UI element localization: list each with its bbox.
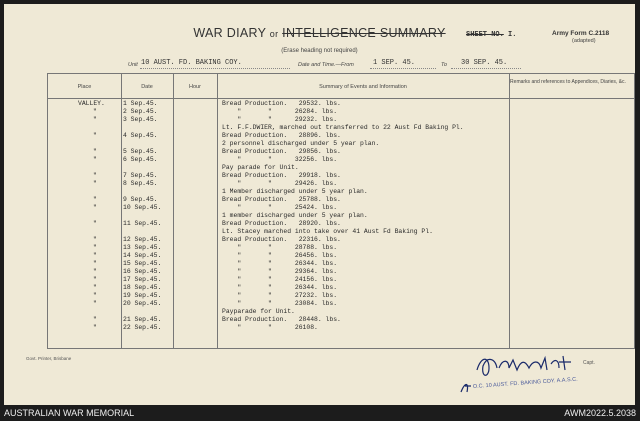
row-event: Bread Production. 29532. lbs. — [222, 100, 341, 107]
row-date: 20 Sep.45. — [123, 300, 162, 307]
row-place: " — [93, 172, 97, 179]
unit-label: Unit — [128, 62, 138, 68]
row-place: " — [93, 244, 97, 251]
row-date: 8 Sep.45. — [123, 180, 158, 187]
row-event: " " 23084. lbs. — [222, 300, 338, 307]
date-to: 30 SEP. 45. — [461, 59, 508, 67]
row-place: " — [93, 116, 97, 123]
unit-value: 10 AUST. FD. BAKING COY. — [141, 59, 242, 67]
unit-stamp: O.C. 10 AUST. FD. BAKING COY. A.A.S.C. — [472, 376, 578, 390]
row-place: " — [93, 132, 97, 139]
row-event: " " 29426. lbs. — [222, 180, 338, 187]
row-event: Bread Production. 22316. lbs. — [222, 236, 341, 243]
row-event: Bread Production. 25788. lbs. — [222, 196, 341, 203]
column-hour: Hour — [189, 84, 201, 90]
to-label: To — [441, 62, 447, 68]
row-date: 4 Sep.45. — [123, 132, 158, 139]
row-date: 15 Sep.45. — [123, 260, 162, 267]
row-place: " — [93, 156, 97, 163]
row-place: " — [93, 276, 97, 283]
row-event: Lt. F.F.DWIER, marched out transferred to 22 Aust Fd Baking Pl. — [222, 124, 464, 131]
row-place: " — [93, 252, 97, 259]
capt-label: Capt. — [583, 360, 595, 366]
row-event: " " 29232. lbs. — [222, 116, 338, 123]
row-place: " — [93, 148, 97, 155]
form-subtitle: (Erase heading not required) — [281, 48, 358, 54]
row-date: 18 Sep.45. — [123, 284, 162, 291]
adapted-note: (adapted) — [572, 38, 596, 44]
row-date: 6 Sep.45. — [123, 156, 158, 163]
row-event: Bread Production. 28896. lbs. — [222, 132, 341, 139]
row-date: 13 Sep.45. — [123, 244, 162, 251]
row-place: " — [93, 196, 97, 203]
row-event: " " 27232. lbs. — [222, 292, 338, 299]
row-date: 9 Sep.45. — [123, 196, 158, 203]
row-place: " — [93, 284, 97, 291]
row-place: " — [93, 108, 97, 115]
footer-credit: AUSTRALIAN WAR MEMORIAL — [4, 408, 135, 418]
row-event: " " 26108. — [222, 324, 318, 331]
row-place: " — [93, 316, 97, 323]
form-title: WAR DIARY or INTELLIGENCE SUMMARY — [193, 26, 446, 40]
row-event: 1 Member discharged under 5 year plan. — [222, 188, 368, 195]
row-event: " " 32256. lbs. — [222, 156, 338, 163]
row-event: Bread Production. 29856. lbs. — [222, 148, 341, 155]
row-event: " " 26344. lbs. — [222, 260, 338, 267]
row-event: Bread Production. 29918. lbs. — [222, 172, 341, 179]
row-event: 2 personnel discharged under 5 year plan. — [222, 140, 380, 147]
printer-imprint: Govt. Printer, Brisbane — [26, 356, 72, 361]
army-form-number: Army Form C.2118 — [552, 30, 610, 37]
row-date: 2 Sep.45. — [123, 108, 158, 115]
column-place: Place — [77, 84, 92, 90]
row-event: " " 25424. lbs. — [222, 204, 338, 211]
signature-stamp — [459, 348, 619, 398]
row-event: " " 29364. lbs. — [222, 268, 338, 275]
row-place: " — [93, 300, 97, 307]
row-date: 22 Sep.45. — [123, 324, 162, 331]
row-date: 1 Sep.45. — [123, 100, 158, 107]
row-place: " — [93, 236, 97, 243]
date-label: Date and Time.—From — [298, 62, 354, 68]
row-event: Bread Production. 28448. lbs. — [222, 316, 341, 323]
row-date: 10 Sep.45. — [123, 204, 162, 211]
row-date: 19 Sep.45. — [123, 292, 162, 299]
row-date: 5 Sep.45. — [123, 148, 158, 155]
date-from: 1 SEP. 45. — [373, 59, 416, 67]
row-event: Bread Production. 28920. lbs. — [222, 220, 341, 227]
diary-table — [47, 73, 635, 349]
row-event: Lt. Stacey marched into take over 41 Aust Fd Baking Pl. — [222, 228, 433, 235]
row-event: " " 26456. lbs. — [222, 252, 338, 259]
column-remarks: Remarks and references to Appendices, Diaries, &c. — [510, 79, 626, 85]
row-place: " — [93, 324, 97, 331]
row-date: 14 Sep.45. — [123, 252, 162, 259]
column-summary: Summary of Events and Information — [319, 84, 407, 90]
row-place: " — [93, 180, 97, 187]
row-date: 7 Sep.45. — [123, 172, 158, 179]
row-date: 17 Sep.45. — [123, 276, 162, 283]
row-date: 16 Sep.45. — [123, 268, 162, 275]
struck-title: INTELLIGENCE SUMMARY — [282, 26, 446, 40]
row-event: 1 member discharged under 5 year plan. — [222, 212, 368, 219]
row-place: " — [93, 268, 97, 275]
row-event: " " 24156. lbs. — [222, 276, 338, 283]
row-event: Payparade for Unit. — [222, 308, 295, 315]
row-event: " " 28788. lbs. — [222, 244, 338, 251]
sheet-number: SHEET NO. I. — [466, 31, 517, 39]
row-date: 3 Sep.45. — [123, 116, 158, 123]
footer-accession: AWM2022.5.2038 — [564, 408, 636, 418]
row-event: Pay parade for Unit. — [222, 164, 299, 171]
row-date: 12 Sep.45. — [123, 236, 162, 243]
row-place: " — [93, 260, 97, 267]
row-place: " — [93, 204, 97, 211]
row-event: " " 26284. lbs. — [222, 108, 338, 115]
row-place: " — [93, 292, 97, 299]
column-date: Date — [141, 84, 153, 90]
row-place: VALLEY. — [78, 100, 105, 107]
row-date: 21 Sep.45. — [123, 316, 162, 323]
row-place: " — [93, 220, 97, 227]
war-diary-sheet — [4, 4, 635, 405]
row-event: " " 26344. lbs. — [222, 284, 338, 291]
row-date: 11 Sep.45. — [123, 220, 162, 227]
